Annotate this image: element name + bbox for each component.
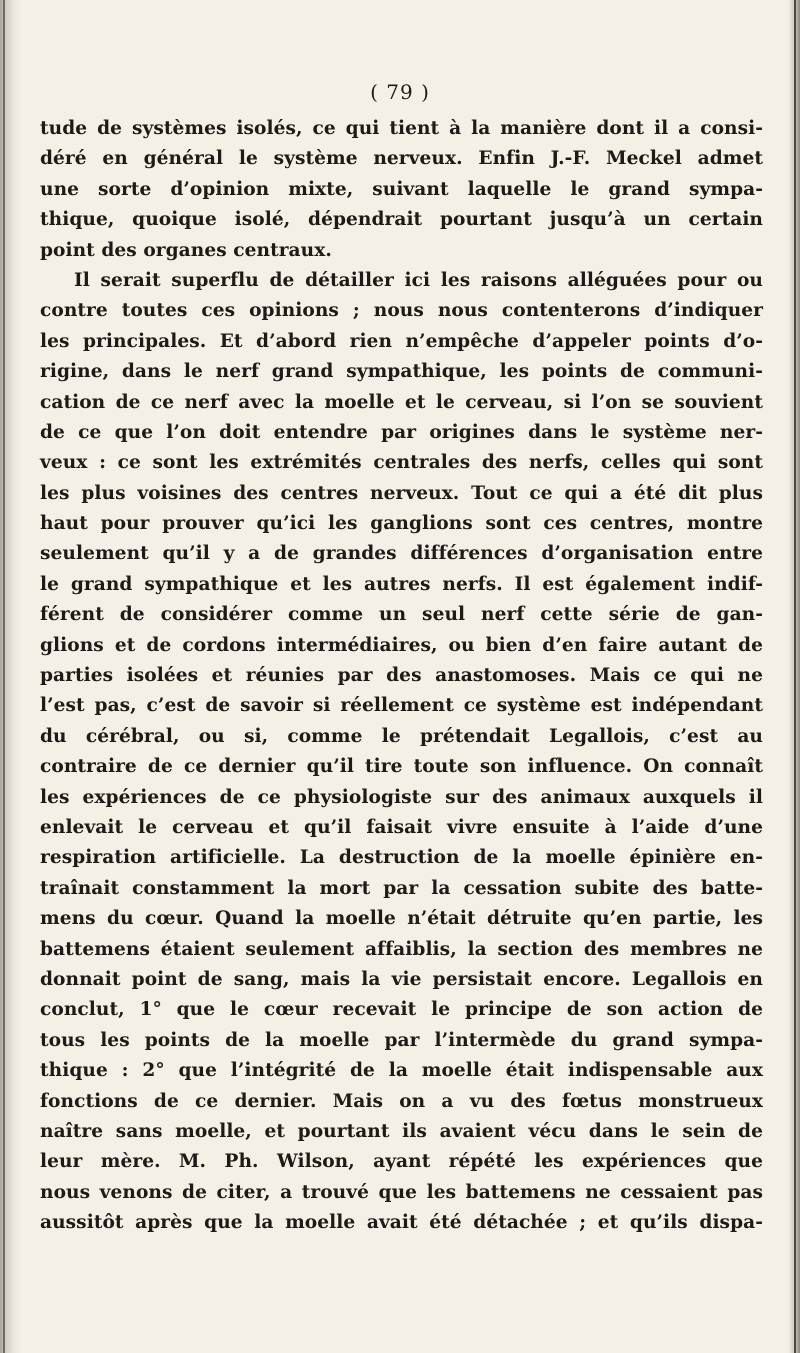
text-line: haut pour prouver qu’ici les ganglions sont ces centres, montre <box>40 513 763 535</box>
text-line: thique : 2° que l’intégrité de la moelle était indispensable aux <box>40 1060 763 1082</box>
text-line: rigine, dans le nerf grand sympathique, les points de communi- <box>40 361 763 383</box>
text-line: férent de considérer comme un seul nerf cette série de gan- <box>40 604 763 626</box>
text-line: tous les points de la moelle par l’intermède du grand sympa- <box>40 1029 763 1051</box>
page-number: ( 79 ) <box>370 80 430 104</box>
text-line: conclut, 1° que le cœur recevait le principe de son action de <box>40 999 763 1021</box>
text-line: mens du cœur. Quand la moelle n’était détruite qu’en partie, les <box>40 908 763 930</box>
binding-edge <box>3 0 5 1353</box>
text-line: veux : ce sont les extrémités centrales des nerfs, celles qui sont <box>40 452 763 474</box>
text-line: fonctions de ce dernier. Mais on a vu des fœtus monstrueux <box>40 1090 763 1112</box>
text-line: parties isolées et réunies par des anastomoses. Mais ce qui ne <box>40 665 763 687</box>
text-line: de ce que l’on doit entendre par origines dans le système ner- <box>40 421 763 443</box>
text-line: contre toutes ces opinions ; nous nous contenterons d’indiquer <box>40 300 763 322</box>
text-line: glions et de cordons intermédiaires, ou bien d’en faire autant de <box>40 634 763 656</box>
text-line: une sorte d’opinion mixte, suivant laquelle le grand sympa- <box>40 178 763 200</box>
text-line: point des organes centraux. <box>40 239 332 261</box>
text-line: les principales. Et d’abord rien n’empêche d’appeler points d’o- <box>40 330 763 352</box>
text-line: déré en général le système nerveux. Enfin J.-F. Meckel admet <box>40 148 763 170</box>
text-line: traînait constamment la mort par la cessation subite des batte- <box>40 877 763 899</box>
text-line: les expériences de ce physiologiste sur des animaux auxquels il <box>40 786 763 808</box>
paragraph-first-line: Il serait superflu de détailler ici les raisons alléguées pour ou <box>74 269 763 291</box>
text-line: contraire de ce dernier qu’il tire toute son influence. On connaît <box>40 756 763 778</box>
page-edge-line <box>794 0 796 1353</box>
text-line: battemens étaient seulement affaiblis, la section des membres ne <box>40 938 763 960</box>
text-line: du cérébral, ou si, comme le prétendait Legallois, c’est au <box>40 725 763 747</box>
text-line: naître sans moelle, et pourtant ils avaient vécu dans le sein de <box>40 1120 763 1142</box>
body-text <box>40 114 763 1238</box>
text-line: respiration artificielle. La destruction de la moelle épinière en- <box>40 847 763 869</box>
text-line: leur mère. M. Ph. Wilson, ayant répété les expériences que <box>40 1151 763 1173</box>
text-line: cation de ce nerf avec la moelle et le cerveau, si l’on se souvient <box>40 391 763 413</box>
text-line: aussitôt après que la moelle avait été détachée ; et qu’ils dispa- <box>40 1212 763 1234</box>
text-line: seulement qu’il y a de grandes différences d’organisation entre <box>40 543 763 565</box>
text-line: donnait point de sang, mais la vie persistait encore. Legallois en <box>40 968 763 990</box>
text-line: tude de systèmes isolés, ce qui tient à la manière dont il a consi- <box>40 118 763 139</box>
text-line: le grand sympathique et les autres nerfs. Il est également indif- <box>40 573 763 595</box>
text-line: enlevait le cerveau et qu’il faisait vivre ensuite à l’aide d’une <box>40 816 763 838</box>
text-line: les plus voisines des centres nerveux. Tout ce qui a été dit plus <box>40 482 763 504</box>
text-line: thique, quoique isolé, dépendrait pourtant jusqu’à un certain <box>40 209 763 231</box>
text-line: l’est pas, c’est de savoir si réellement ce système est indépendant <box>40 695 763 717</box>
text-line: nous venons de citer, a trouvé que les battemens ne cessaient pas <box>40 1181 763 1203</box>
